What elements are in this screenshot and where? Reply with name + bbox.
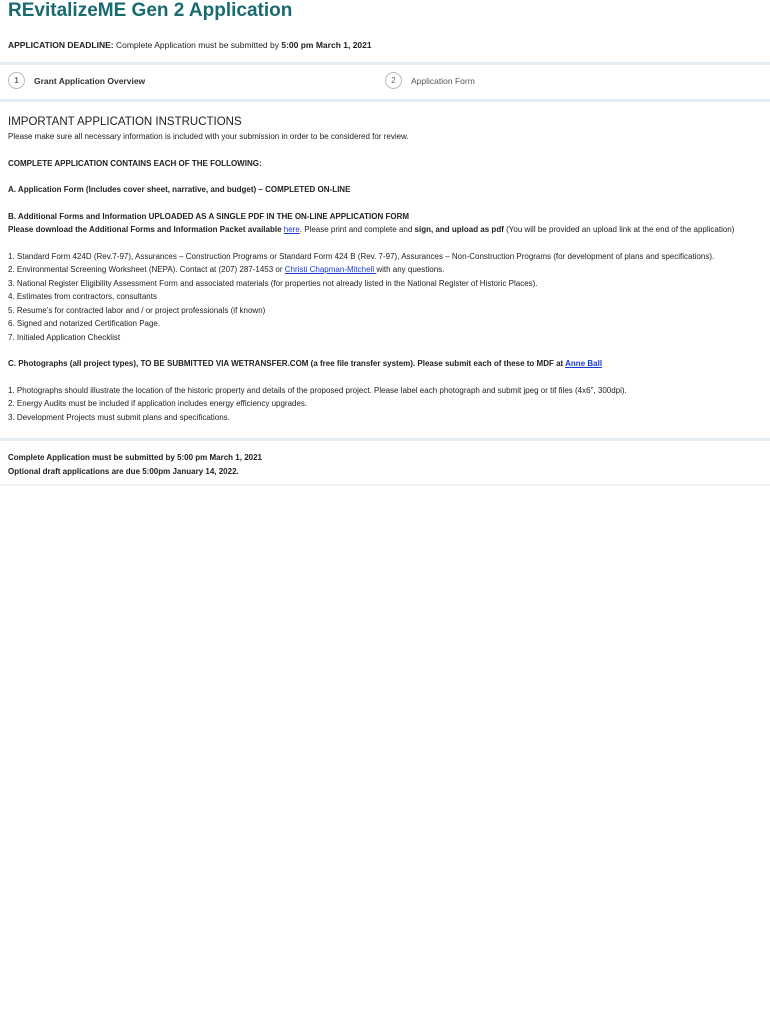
section-b-end-text: (You will be provided an upload link at the end of the application) [503, 225, 735, 234]
instructions-intro: Please make sure all necessary information is included with your submission in order to be considered for review. [8, 132, 409, 141]
instructions-heading: IMPORTANT APPLICATION INSTRUCTIONS [8, 116, 242, 128]
list-item-text: with any questions. [376, 265, 445, 274]
list-item: 3. Development Projects must submit plans and specifications. [8, 412, 230, 422]
deadline-notice [0, 36, 770, 54]
section-b-mid-text: . Please print and complete and [299, 225, 415, 234]
section-b-title: B. Additional Forms and Information UPLOADED AS A SINGLE PDF IN THE ON-LINE APPLICATION FORM [8, 211, 410, 221]
footer-draft-deadline: Optional draft applications are due 5:00pm January 14, 2022. [8, 466, 239, 476]
deadline-label: APPLICATION DEADLINE: [8, 40, 114, 50]
footer-divider [0, 484, 770, 486]
list-item: 2. Energy Audits must be included if application includes energy efficiency upgrades. [8, 399, 308, 408]
step-number-2: 2 [385, 72, 402, 89]
list-item [8, 263, 762, 277]
section-c [8, 357, 762, 371]
complete-application-heading: COMPLETE APPLICATION CONTAINS EACH OF THE FOLLOWING: [8, 158, 262, 168]
footer-deadline: Complete Application must be submitted by 5:00 pm March 1, 2021 [8, 453, 262, 462]
list-item: 4. Estimates from contractors, consultants [8, 292, 157, 301]
instructions-section [0, 115, 770, 424]
deadline-time: 5:00 pm March 1, 2021 [281, 40, 372, 50]
list-item: 6. Signed and notarized Certification Page. [8, 319, 161, 328]
list-item: 1. Photographs should illustrate the location of the historic property and details of the proposed project. Please label each photograph and submit jpeg or tif files (4x6", 300dpi). [8, 385, 627, 395]
list-item: 1. Standard Form 424D (Rev.7-97), Assurances – Construction Programs or Standard Form 424 B (Rev. 7-97), Assurances – Non-Construction Programs (for development of plans and specifications). [8, 251, 715, 261]
deadline-text: Complete Application must be submitted by [113, 40, 282, 50]
packet-here-link[interactable]: here [283, 225, 300, 234]
footer-notice [0, 441, 770, 484]
step-label-2: Application Form [411, 75, 475, 86]
section-b-description [8, 223, 762, 237]
step-grant-overview[interactable] [8, 72, 145, 89]
step-application-form[interactable] [385, 72, 475, 89]
step-navigation [0, 62, 770, 102]
list-item: 7. Initialed Application Checklist [8, 332, 121, 342]
list-item: 5. Resume’s for contracted labor and / or project professionals (if known) [8, 305, 266, 315]
list-item-text: 2. Environmental Screening Worksheet (NEPA). Contact at (207) 287-1453 or [8, 265, 285, 274]
christi-chapman-mitchell-link[interactable]: Christi Chapman-Mitchell [284, 265, 377, 274]
section-b-download-text: Please download the Additional Forms and Information Packet available [8, 225, 284, 234]
section-c-text: C. Photographs (all project types), TO BE SUBMITTED VIA WETRANSFER.COM (a free file transfer system). Please submit each of these to MDF at [8, 359, 566, 368]
page-title: REvitalizeME Gen 2 Application [8, 0, 293, 21]
step-number-1: 1 [8, 72, 25, 89]
list-item: 3. National Register Eligibility Assessment Form and associated materials (for properties not already listed in the National Register of Historic Places). [8, 278, 538, 288]
section-b-sign-text: sign, and upload as pdf [414, 225, 504, 234]
step-label-1: Grant Application Overview [34, 75, 146, 86]
section-a: A. Application Form (Includes cover sheet, narrative, and budget) – COMPLETED ON-LINE [8, 185, 351, 194]
anne-ball-link[interactable]: Anne Ball [565, 359, 603, 368]
